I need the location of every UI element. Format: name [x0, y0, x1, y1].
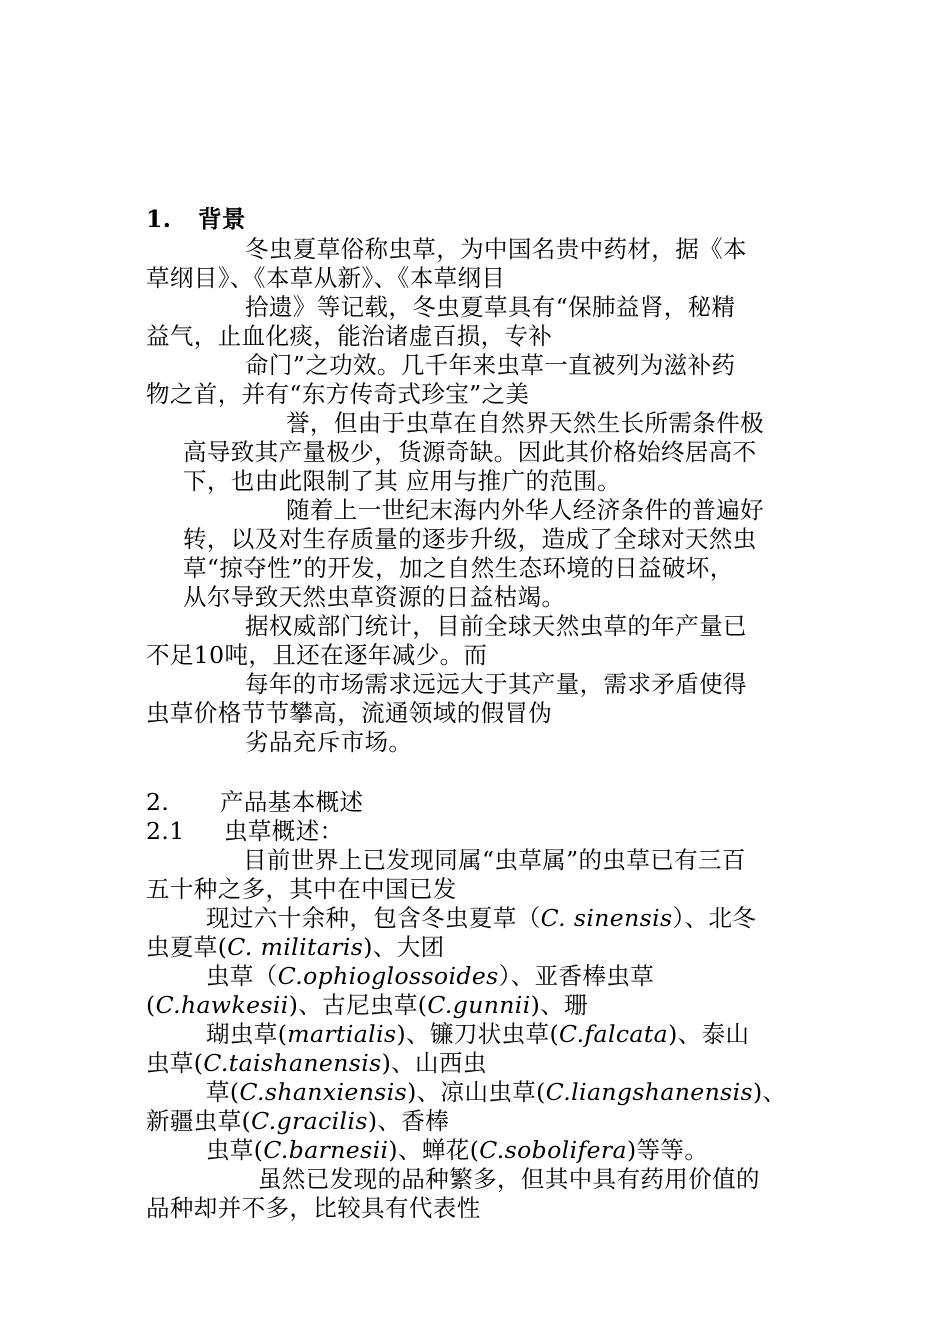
paragraph-line: 据权威部门统计，目前全球天然虫草的年产量已	[245, 612, 747, 640]
latin-name: C.shanxiensis	[239, 1078, 408, 1106]
paragraph-line: 虫夏草(C. militaris)、大团	[146, 933, 445, 961]
paragraph-line: 草(C.shanxiensis)、凉山虫草(C.liangshanensis)、	[206, 1078, 787, 1106]
latin-name: C.sobolifera	[479, 1136, 627, 1164]
paragraph-line: 随着上一世纪末海内外华人经济条件的普遍好	[286, 496, 764, 524]
paragraph-line: 下，也由此限制了其 应用与推广的范围。	[183, 467, 622, 495]
latin-name: C. sinensis	[540, 904, 673, 932]
paragraph-line: 虽然已发现的品种繁多，但其中具有药用价值的	[258, 1165, 760, 1193]
latin-name: C.hawkesii	[155, 991, 289, 1019]
paragraph-line: 瑚虫草(martialis)、镰刀状虫草(C.falcata)、泰山	[206, 1020, 750, 1048]
paragraph-line: 草纲目》、《本草从新》、《本草纲目	[146, 264, 506, 292]
latin-name: C.barnesii	[263, 1136, 389, 1164]
section-number: 2.	[146, 788, 170, 816]
paragraph-line: 虫草(C.taishanensis)、山西虫	[146, 1049, 487, 1077]
latin-name: C.taishanensis	[203, 1049, 382, 1077]
paragraph-line: 草“掠夺性”的开发，加之自然生态环境的日益破坏，	[183, 554, 734, 582]
latin-name: C.ophioglossoides	[277, 962, 499, 990]
subsection-heading	[146, 817, 344, 846]
paragraph-line: 誉，但由于虫草在自然界天然生长所需条件极	[286, 409, 764, 437]
subsection-number: 2.1	[146, 817, 185, 845]
paragraph-line: 目前世界上已发现同属“虫草属”的虫草已有三百	[243, 846, 746, 874]
paragraph-line: 从尔导致天然虫草资源的日益枯竭。	[183, 583, 566, 611]
paragraph-line: 物之首，并有“东方传奇式珍宝”之美	[146, 380, 530, 408]
paragraph-line: 劣品充斥市场。	[245, 728, 413, 756]
paragraph-line: 虫草（C.ophioglossoides）、亚香棒虫草	[206, 962, 655, 990]
paragraph-line: 虫草价格节节攀高，流通领域的假冒伪	[146, 699, 553, 727]
paragraph-line: 转，以及对生存质量的逐步升级，造成了全球对天然虫	[183, 525, 757, 553]
latin-name: C.gracilis	[251, 1107, 368, 1135]
paragraph-line: 品种却并不多，比较具有代表性	[146, 1194, 481, 1222]
section-title: 产品基本概述	[220, 788, 364, 816]
latin-name: martialis	[287, 1020, 397, 1048]
paragraph-line: 五十种之多，其中在中国已发	[146, 875, 457, 903]
paragraph-line: 虫草(C.barnesii)、蝉花(C.sobolifera)等等。	[206, 1136, 709, 1164]
paragraph-line: (C.hawkesii)、古尼虫草(C.gunnii)、珊	[146, 991, 589, 1019]
paragraph-line: 命门”之功效。几千年来虫草一直被列为滋补药	[245, 351, 736, 379]
paragraph-line: 新疆虫草(C.gracilis)、香棒	[146, 1107, 450, 1135]
paragraph-line: 现过六十余种，包含冬虫夏草（C. sinensis）、北冬	[206, 904, 757, 932]
latin-name: C.liangshanensis	[545, 1078, 753, 1106]
section-2-heading	[146, 788, 363, 817]
paragraph-line: 不足10吨，且还在逐年减少。而	[146, 641, 488, 669]
paragraph-line: 高导致其产量极少，货源奇缺。因此其价格始终居高不	[183, 438, 757, 466]
latin-name: C. militaris	[227, 933, 364, 961]
section-title: 背景	[198, 205, 246, 233]
section-number: 1.	[146, 205, 172, 233]
latin-name: C.falcata	[559, 1020, 669, 1048]
paragraph-line: 益气，止血化痰，能治诸虚百损，专补	[146, 322, 553, 350]
paragraph-line: 拾遗》等记载，冬虫夏草具有“保肺益肾，秘精	[245, 293, 736, 321]
subsection-title: 虫草概述：	[224, 817, 344, 845]
section-1-heading	[146, 205, 246, 234]
latin-name: C.gunnii	[427, 991, 531, 1019]
paragraph-line: 每年的市场需求远远大于其产量，需求矛盾使得	[245, 670, 747, 698]
paragraph-line: 冬虫夏草俗称虫草，为中国名贵中药材，据《本	[245, 235, 747, 263]
